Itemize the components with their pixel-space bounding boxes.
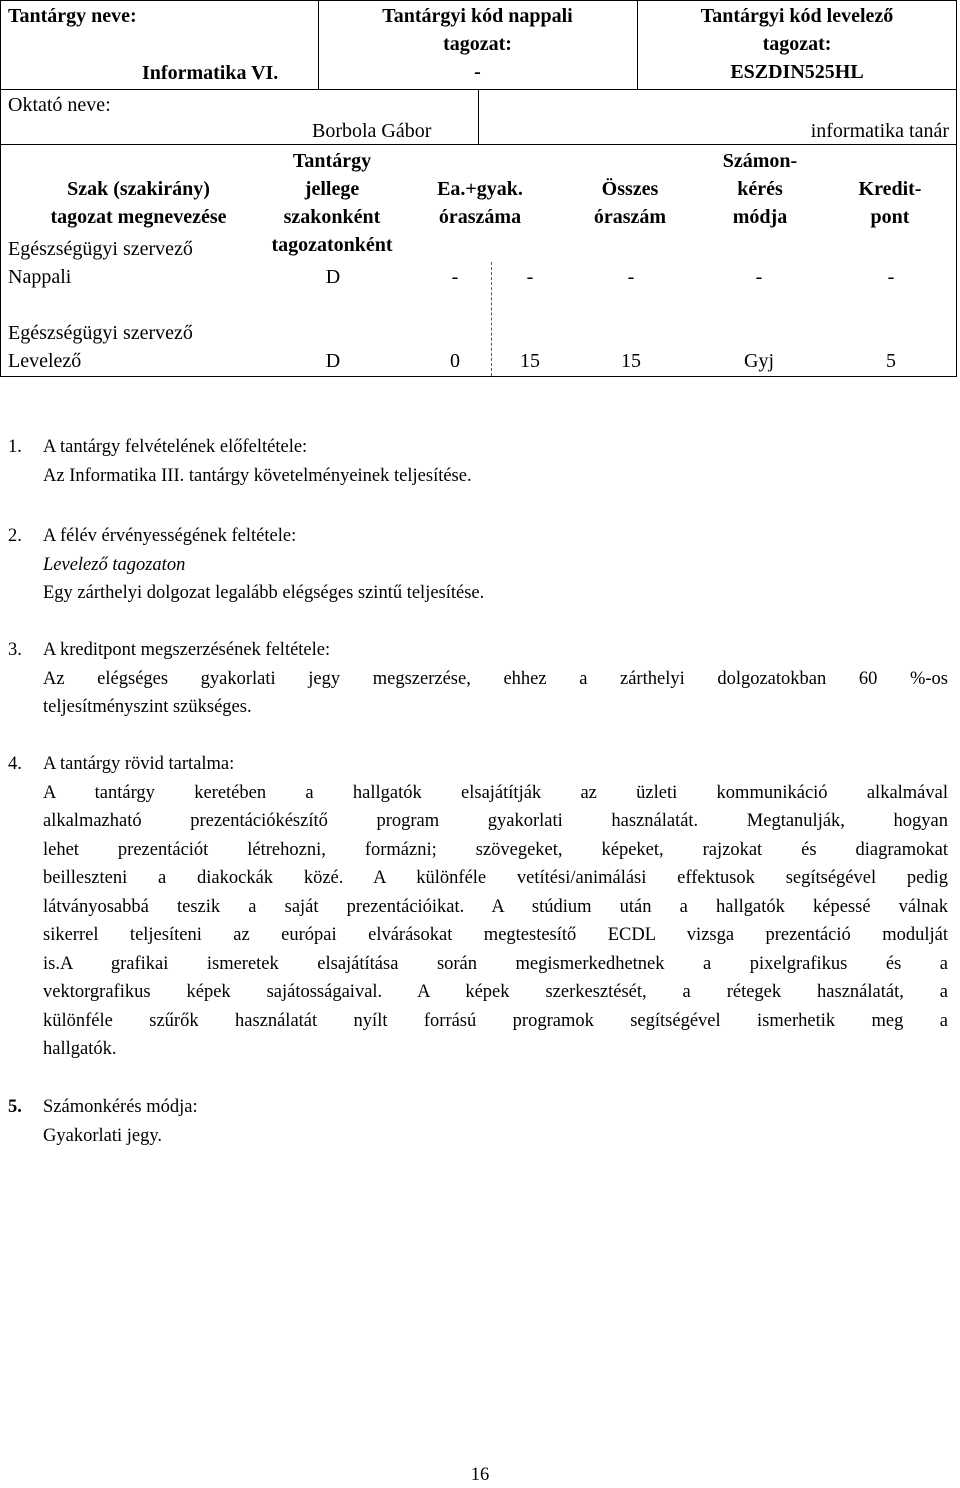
teacher-title: informatika tanár xyxy=(810,120,949,142)
row2-credit: 5 xyxy=(886,350,896,372)
row2-exam: Gyj xyxy=(744,350,774,372)
section-4-title: A tantárgy rövid tartalma: xyxy=(43,754,235,774)
section-2-title: A félév érvényességének feltétele: xyxy=(43,526,297,546)
col-header-exam: Számon- kérés módja xyxy=(722,150,798,228)
row1-total: - xyxy=(627,266,635,288)
code-corr-label: Tantárgyi kód levelező tagozat: ESZDIN525HL xyxy=(637,2,957,86)
table-row: Egészségügyi szervező Levelező xyxy=(8,322,193,372)
row1-hours2: - xyxy=(526,266,534,288)
section-2-text: Egy zárthelyi dolgozat legalább elégséges szintű teljesítése. xyxy=(43,583,485,603)
teacher-name: Borbola Gábor xyxy=(312,120,432,142)
section-2: 2. A félév érvényességének feltétele: Levelező tagozaton Egy zárthelyi dolgozat legalább elégséges szintű teljesítése. xyxy=(8,522,948,608)
row1-credit: - xyxy=(887,266,895,288)
section-4-line: különféle szűrők használatát nyílt forrású programok segítségével ismerhetik meg a xyxy=(43,1010,948,1031)
section-4-line: lehet prezentációt létrehozni, formázni; szövegeket, képeket, rajzokat és diagramokat xyxy=(43,839,948,860)
code-day-label: Tantárgyi kód nappali tagozat: - xyxy=(318,2,637,86)
row2-hours: 0 xyxy=(450,350,460,372)
subject-value: Informatika VI. xyxy=(142,62,279,84)
col-header-credit: Kredit- pont xyxy=(858,178,922,228)
col-header-type: Tantárgy jellege szakonként tagozatonként xyxy=(271,150,393,256)
section-4-line: A tantárgy keretében a hallgatók elsajátítják az üzleti kommunikáció alkalmával xyxy=(43,782,948,803)
row2-total: 15 xyxy=(621,350,641,372)
teacher-label: Oktató neve: xyxy=(8,94,111,116)
section-3-line: teljesítményszint szükséges. xyxy=(43,697,252,717)
section-5: 5. Számonkérés módja: Gyakorlati jegy. xyxy=(8,1093,948,1150)
section-4: 4. A tantárgy rövid tartalma: A tantárgy keretében a hallgatók elsajátítják az üzleti kommunikáció alkalmával alkalmazható prezentációkészítő program gyakorlati használatát. Megtanulják, hogyan lehet prezentációt létrehozni, formázni; szövegeket, képeket, rajzokat és diagramokat beilleszteni a diakockák közé. A különféle vetítési/animálási effektusok segítségével pedig látványosabbá teszik a saját prezentációikat. A stúdium után a hallgatók képessé válnak sikerrel teljesíteni az európai elvárásokat megtestesítő ECDL vizsga prezentáció modulját is.A grafikai ismeretek elsajátítása során megismerkedhetnek a pixelgrafikus és a vektorgrafikus képek sajátosságaival. A képek szerkesztését, a rétegek használatát, a különféle szűrők használatát nyílt forrású programok segítségével ismerhetik meg a hallgatók. xyxy=(8,750,948,1064)
code-corr-value: ESZDIN525HL xyxy=(730,61,864,83)
row2-type: D xyxy=(325,350,341,372)
row1-type: D xyxy=(325,266,341,288)
section-3-title: A kreditpont megszerzésének feltétele: xyxy=(43,640,331,660)
section-3-line: Az elégséges gyakorlati jegy megszerzése, ehhez a zárthelyi dolgozatokban 60 %-os xyxy=(43,668,948,689)
section-3: 3. A kreditpont megszerzésének feltétele: Az elégséges gyakorlati jegy megszerzése, ehhez a zárthelyi dolgozatokban 60 %-os teljesítményszint szükséges. xyxy=(8,636,948,722)
section-4-line: látványosabbá teszik a saját prezentációikat. A stúdium után a hallgatók képessé válnak xyxy=(43,896,948,917)
page-number: 16 xyxy=(470,1465,490,1485)
table-row: Egészségügyi szervező Nappali xyxy=(8,238,193,288)
section-4-line: vektorgrafikus képek sajátosságaival. A képek szerkesztését, a rétegek használatát, a xyxy=(43,982,948,1002)
section-4-line: hallgatók. xyxy=(43,1039,117,1059)
col-header-hours: Ea.+gyak. óraszáma xyxy=(437,178,523,228)
row2-hours2: 15 xyxy=(520,350,540,372)
section-4-line: alkalmazható prezentációkészítő program gyakorlati használatát. Megtanulják, hogyan xyxy=(43,811,948,831)
section-4-line: beilleszteni a diakockák közé. A különféle vetítési/animálási effektusok segítségével pedig xyxy=(43,868,948,888)
subject-label: Tantárgy neve: xyxy=(8,5,137,27)
section-5-text: Gyakorlati jegy. xyxy=(43,1125,163,1146)
section-1: 1. A tantárgy felvételének előfeltétele: Az Informatika III. tantárgy követelményeinek teljesítése. xyxy=(8,433,948,490)
code-day-value: - xyxy=(474,61,481,83)
col-header-total: Összes óraszám xyxy=(593,178,667,228)
section-1-text: Az Informatika III. tantárgy követelményeinek teljesítése. xyxy=(43,465,472,486)
section-4-line: is.A grafikai ismeretek elsajátítása során megismerkedhetnek a pixelgrafikus és a xyxy=(43,953,948,974)
col-header-program: Szak (szakirány) tagozat megnevezése xyxy=(50,178,227,228)
section-5-title: Számonkérés módja: xyxy=(43,1097,198,1117)
section-1-title: A tantárgy felvételének előfeltétele: xyxy=(43,437,308,457)
row1-hours: - xyxy=(451,266,459,288)
section-2-subtitle: Levelező tagozaton xyxy=(43,554,186,575)
section-4-line: sikerrel teljesíteni az európai elvárásokat megtestesítő ECDL vizsga prezentáció modulját xyxy=(43,925,948,945)
row1-exam: - xyxy=(755,266,763,288)
